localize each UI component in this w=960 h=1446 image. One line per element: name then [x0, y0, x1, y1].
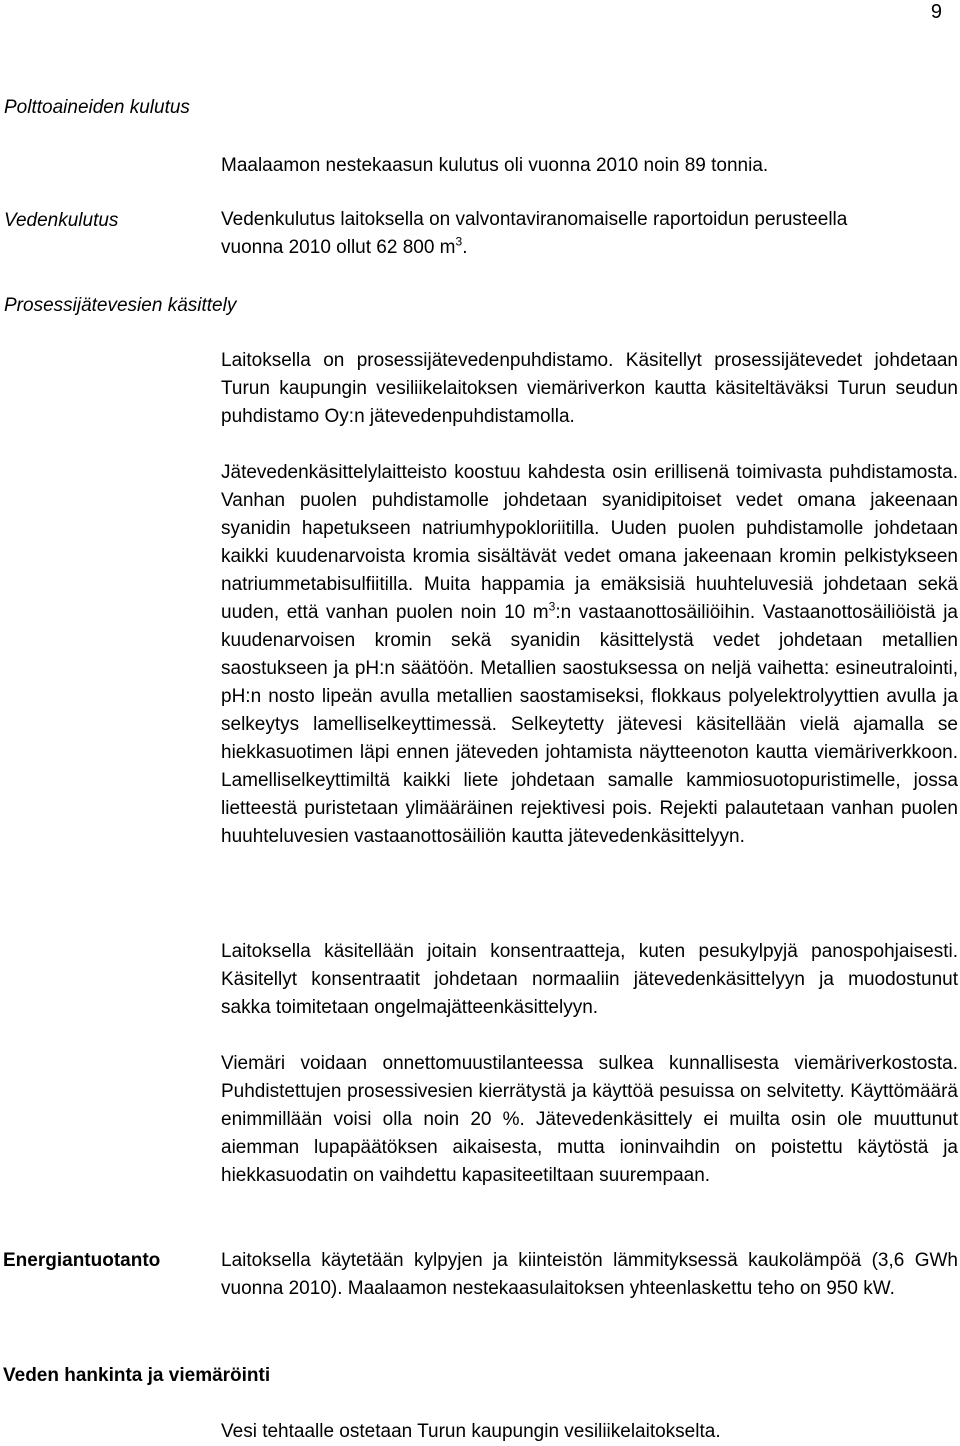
water-line-1: Vedenkulutus laitoksella on valvontaviranomaiselle raportoidun perusteella: [221, 209, 848, 230]
heading-water-consumption: Vedenkulutus: [4, 210, 119, 231]
heading-fuel-consumption: Polttoaineiden kulutus: [4, 97, 190, 118]
heading-energy-production: Energiantuotanto: [3, 1250, 161, 1271]
process-paragraph-4: Viemäri voidaan onnettomuustilanteessa sulkea kunnallisesta viemäriverkostosta. Puhdistettujen prosessivesien kierrätystä ja käyttöä pesuissa on selvitetty. Käyttömäärä enimmillään voisi olla noin 20 %. Jätevedenkäsittely ei muilta osin ole muuttunut aiemman lupapäätöksen aikaisesta, mutta ioninvaihdin on poistettu käytöstä ja hiekkasuodatin on vaihdettu kapasiteetiltaan suurempaan.: [221, 1053, 958, 1186]
water-line-2: vuonna 2010 ollut 62 800 $m^3$.: [221, 234, 468, 258]
fuel-consumption-text: Maalaamon nestekaasun kulutus oli vuonna 2010 noin 89 tonnia.: [221, 155, 769, 176]
process-paragraph-2: Jätevedenkäsittelylaitteisto koostuu kahdesta osin erillisenä toimivasta puhdistamosta. Vanhan puolen puhdistamolle johdetaan syanidipitoiset vedet omana jakeenaan syanidin hapetukseen natriumhypokloriitilla. Uuden puolen puhdistamolle johdetaan kaikki kuudenarvoista kromia sisältävät vedet omana jakeenaan kromin pelkistykseen natriummetabisulfiitilla. Muita happamia ja emäksisiä huuhteluvesiä johdetaan sekä uuden, että vanhan puolen noin 10 $m^3:n$ vastaanottosäiliöihin. Vastaanottosäiliöistä ja kuudenarvoisen kromin sekä syanidin käsittelystä vedet johdetaan metallien saostukseen ja pH:n säätöön. Metallien saostuksessa on neljä vaihetta: esineutralointi, pH:n nosto lipeän avulla metallien saostamiseksi, flokkaus polyelektrolyyttien avulla ja selkeytys lamelliselkeyttimessä. Selkeytetty jätevesi käsitellään vielä ajamalla se hiekkasuotimen läpi ennen jäteveden johtamista näytteenoton kautta viemäriverkkoon. Lamelliselkeyttimiltä kaikki liete johdetaan samalle kammiosuotopuristimelle, jossa lietteestä puristetaan ylimääräinen rejektivesi pois. Rejekti palautetaan vanhan puolen huuhteluvesien vastaanottosäiliön kautta jätevedenkäsittelyyn.: [221, 462, 958, 847]
heading-water-supply: Veden hankinta ja viemäröinti: [3, 1365, 271, 1386]
water-consumption-text: [221, 206, 958, 262]
page-number: 9: [930, 1, 942, 23]
water-supply-text: Vesi tehtaalle ostetaan Turun kaupungin vesiliikelaitokselta.: [221, 1421, 721, 1442]
heading-process-wastewater: Prosessijätevesien käsittely: [4, 295, 237, 316]
process-paragraph-3: Laitoksella käsitellään joitain konsentraatteja, kuten pesukylpyjä panospohjaisesti. Käsitellyt konsentraatit johdetaan normaaliin jätevedenkäsittelyyn ja muodostunut sakka toimitetaan ongelmajätteenkäsittelyyn.: [221, 941, 958, 1018]
energy-production-text: Laitoksella käytetään kylpyjen ja kiinteistön lämmityksessä kaukolämpöä (3,6 GWh vuonna 2010). Maalaamon nestekaasulaitoksen yhteenlaskettu teho on 950 kW.: [221, 1250, 958, 1299]
process-paragraph-1: Laitoksella on prosessijätevedenpuhdistamo. Käsitellyt prosessijätevedet johdetaan Turun kaupungin vesiliikelaitoksen viemäriverkon kautta käsiteltäväksi Turun seudun puhdistamo Oy:n jätevedenpuhdistamolla.: [221, 350, 958, 427]
